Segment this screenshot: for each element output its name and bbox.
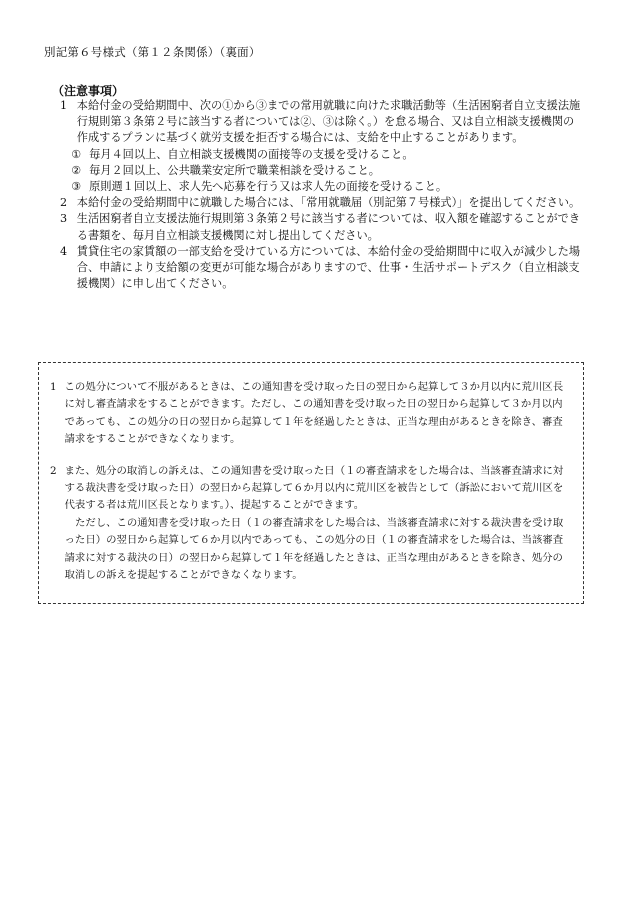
lawsuit-paragraph (50, 463, 571, 515)
note-number: 3 (60, 212, 68, 226)
note-text: 賃貸住宅の家賃額の一部支給を受けている方については、本給付金の受給期間中に収入が減少した場合、申請により支給額の変更が可能な場合がありますので、仕事・生活サポートデスク（自立相談支援機関）に申し出てください。 (76, 244, 581, 291)
subitem-mark: ② (71, 163, 82, 177)
note-item (60, 244, 585, 293)
subitem-mark: ① (71, 147, 82, 161)
note-number: 1 (60, 99, 68, 112)
note-subitem (60, 179, 585, 195)
note-subitem (60, 163, 585, 179)
note-text: 本給付金の受給期間中、次の①から③までの常用就職に向けた求職活動等（生活困窮者自立支援法施行規則第３条第２号に該当する者については②、③は除く。）を怠る場合、又は自立相談支援機関の作成するプランに基づく就労支援を拒否する場合には、支給を中止することがあります。 (76, 99, 581, 145)
note-item (60, 195, 585, 211)
note-subitem (60, 147, 585, 163)
appeal-number: 1 (50, 381, 57, 393)
subitem-text: 毎月４回以上、自立相談支援機関の面接等の支援を受けること。 (89, 147, 414, 161)
appeal-notice-box (38, 362, 584, 604)
note-text: 本給付金の受給期間中に就職した場合には、「常用就職届（別記第７号様式）」を提出してください。 (76, 196, 581, 210)
subitem-text: 原則週１回以上、求人先へ応募を行う又は求人先の面接を受けること。 (89, 180, 448, 194)
lawsuit-number: 2 (50, 464, 57, 477)
appeal-text: この処分について不服があるときは、この通知書を受け取った日の翌日から起算して３か月以内に荒川区長に対し審査請求をすることができます。ただし、この通知書を受け取った日の翌日から起算して３か月以内であっても、この処分の日の翌日から起算して１年を経過したときは、正当な理由があるときを除き、審査請求をすることができなくなります。 (64, 381, 564, 446)
paragraph-spacer (50, 449, 571, 463)
lawsuit-proviso: ただし、この通知書を受け取った日（１の審査請求をした場合は、当該審査請求に対する裁決書を受け取った日）の翌日から起算して６か月以内であっても、この処分の日（１の審査請求をした場合は、当該審査請求に対する裁決の日）の翌日から起算して１年を経過したときは、正当な理由があるときを除き、処分の取消しの訴えを提起することができなくなります。 (64, 516, 564, 582)
note-text: 生活困窮者自立支援法施行規則第３条第２号に該当する者については、収入額を確認することができる書類を、毎月自立相談支援機関に対し提出してください。 (76, 212, 581, 242)
notes-list (60, 98, 585, 292)
note-number: 4 (60, 244, 68, 258)
note-item (60, 211, 585, 243)
subitem-text: 毎月２回以上、公共職業安定所で職業相談を受けること。 (89, 163, 380, 177)
note-number: 2 (60, 196, 68, 210)
lawsuit-text: また、処分の取消しの訴えは、この通知書を受け取った日（１の審査請求をした場合は、当該審査請求に対する裁決書を受け取った日）の翌日から起算して６か月以内に荒川区を被告として（訴訟において荒川区を代表する者は荒川区長となります。）、提起することができます。 (64, 464, 564, 512)
notes-heading: （注意事項） (52, 84, 125, 98)
note-item (60, 98, 585, 147)
subitem-mark: ③ (71, 180, 82, 194)
appeal-paragraph (50, 379, 571, 449)
form-title: 別記第６号様式（第１２条関係）（裏面） (44, 45, 261, 59)
